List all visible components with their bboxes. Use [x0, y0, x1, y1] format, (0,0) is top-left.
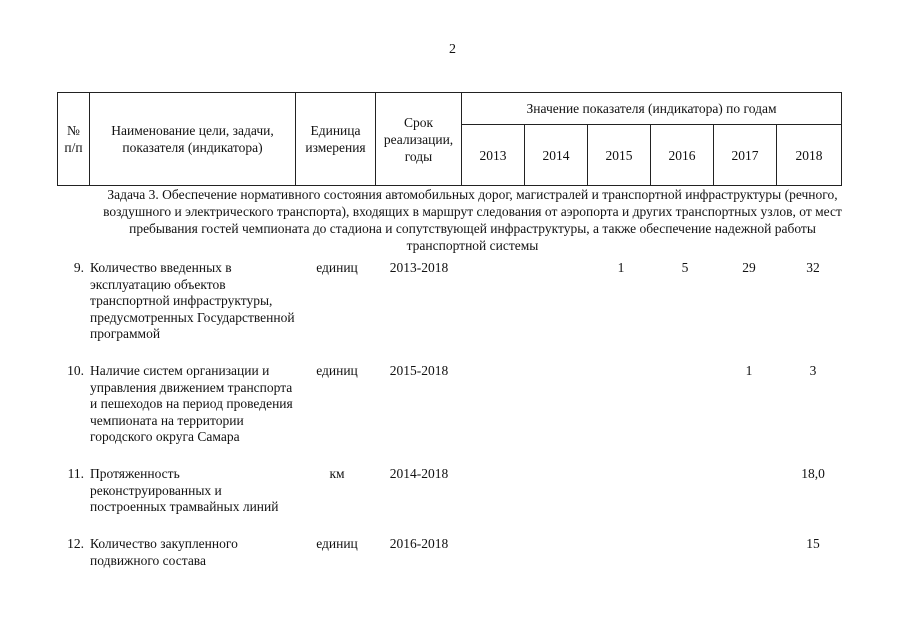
row-unit: км	[329, 466, 345, 481]
row-term: 2015-2018	[389, 363, 449, 378]
row-term: 2016-2018	[389, 536, 449, 551]
header-year: 2015	[588, 125, 651, 186]
section-title: Задача 3. Обеспечение нормативного состояния автомобильных дорог, магистралей и транспортной инфраструктуры (речного, воздушного и электрического транспорта), входящих в маршрут следования от аэропорта и других транспортных узлов, от мест пребывания гостей чемпионата до стадиона и сопутствующей инфраструктуры, а также обеспечение надежной работы транспортной системы	[103, 187, 842, 253]
row-term: 2014-2018	[389, 466, 449, 481]
row-name: Количество введенных в эксплуатацию объектов транспортной инфраструктуры, предусмотренных Государственной программой	[90, 260, 295, 341]
row-name: Протяженность реконструированных и построенных трамвайных линий	[90, 466, 279, 514]
row-value: 1	[745, 363, 753, 378]
header-name: Наименование цели, задачи, показателя (индикатора)	[90, 93, 296, 186]
row-num: 12.	[67, 536, 84, 551]
row-num: 9.	[73, 260, 84, 275]
header-year: 2014	[525, 125, 588, 186]
header-term: Срок реализации, годы	[376, 93, 462, 186]
header-unit: Единица измерения	[296, 93, 376, 186]
row-unit: единиц	[316, 536, 358, 551]
row-name: Наличие систем организации и управления движением транспорта и пешеходов на период проведения чемпионата на территории городского округа Самара	[90, 363, 293, 444]
row-value: 15	[806, 536, 820, 551]
page-number: 2	[449, 42, 456, 57]
row-num: 11.	[67, 466, 84, 481]
header-year: 2016	[651, 125, 714, 186]
row-value: 32	[806, 260, 820, 275]
row-term: 2013-2018	[389, 260, 449, 275]
row-value: 29	[742, 260, 756, 275]
header-year: 2013	[462, 125, 525, 186]
row-unit: единиц	[316, 363, 358, 378]
row-unit: единиц	[316, 260, 358, 275]
header-values-group: Значение показателя (индикатора) по годам	[462, 93, 842, 125]
row-value: 3	[809, 363, 817, 378]
header-year: 2017	[714, 125, 777, 186]
row-value: 5	[681, 260, 689, 275]
table-header	[57, 92, 842, 186]
header-num: № п/п	[58, 93, 90, 186]
row-value: 1	[617, 260, 625, 275]
row-num: 10.	[67, 363, 84, 378]
row-name: Количество закупленного подвижного состава	[90, 536, 238, 568]
header-year: 2018	[777, 125, 842, 186]
row-value: 18,0	[801, 466, 825, 481]
